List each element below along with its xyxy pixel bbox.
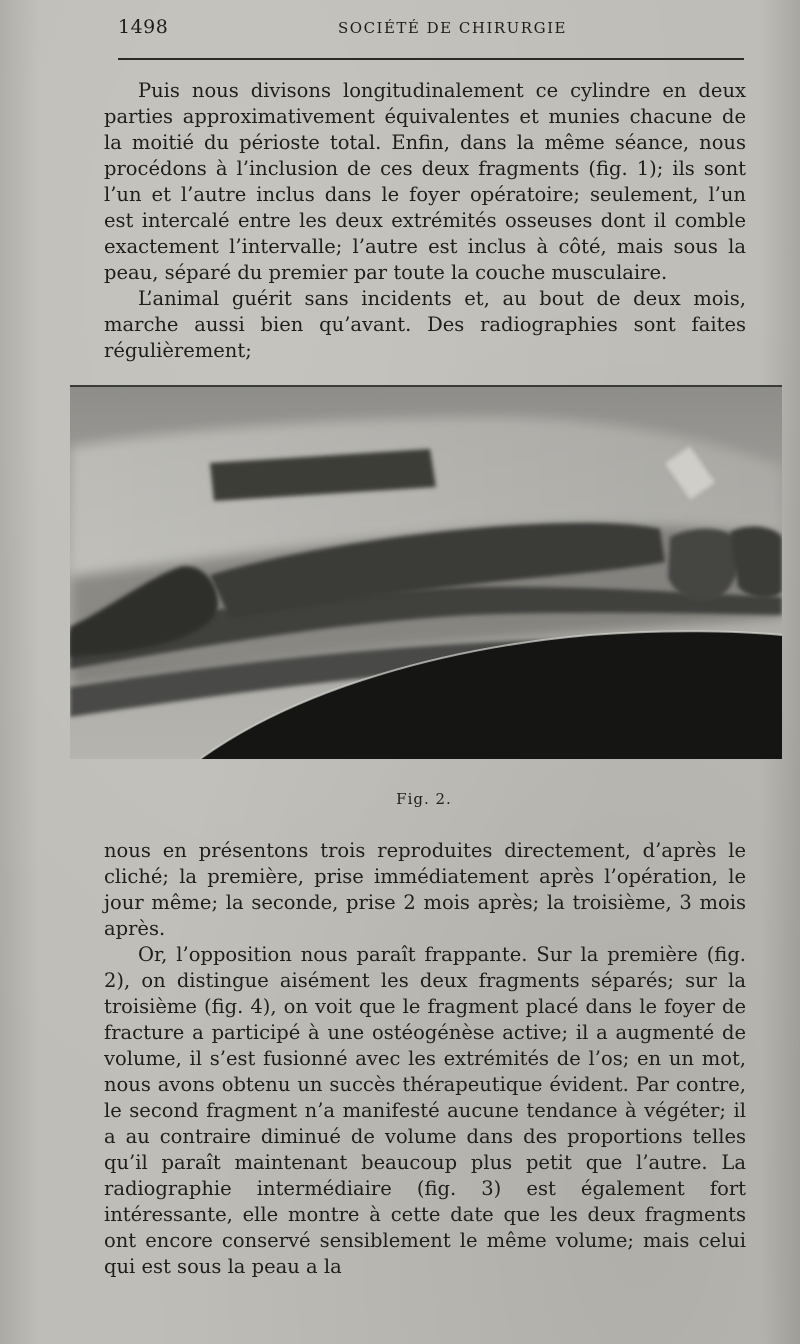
paragraph: Puis nous divisons longitudinalement ce cylindre en deux parties approximativement équivalentes et munies chacune de la moitié du périoste total. Enfin, dans la même séance, nous procédons à l’inclusion de ces deux fragments (fig. 1); ils sont l’un et l’autre inclus dans le foyer opératoire; seulement, l’un est intercalé entre les deux extrémités osseuses dont il comble exactement l’intervalle; l’autre est inclus à côté, mais sous la peau, séparé du premier par toute la couche musculaire. <box>104 79 746 284</box>
paragraph: Or, l’opposition nous paraît frappante. Sur la première (fig. 2), on distingue aisément les deux fragments séparés; sur la troisième (fig. 4), on voit que le fragment placé dans le foyer de fracture a participé à une ostéogénèse active; il a augmenté de volume, il s’est fusionné avec les extrémités de l’os; en un mot, nous avons obtenu un succès thérapeutique évident. Par contre, le second fragment n’a manifesté aucune tendance à végéter; il a au contraire diminué de volume dans des proportions telles qu’il paraît maintenant beaucoup plus petit que l’autre. La radiographie intermédiaire (fig. 3) est également fort intéressante, elle montre à cette date que les deux fragments ont encore conservé sensiblement le même volume; mais celui qui est sous la peau a la <box>104 943 746 1278</box>
header-rule <box>118 58 744 60</box>
page-header <box>118 12 744 42</box>
running-head: SOCIÉTÉ DE CHIRURGIE <box>338 19 567 37</box>
text-block-top <box>104 78 746 364</box>
radiograph-figure <box>70 385 782 759</box>
paragraph: L’animal guérit sans incidents et, au bout de deux mois, marche aussi bien qu’avant. Des radiographies sont faites régulièrement; <box>104 287 746 362</box>
text-block-bottom <box>104 838 746 1280</box>
figure-caption: Fig. 2. <box>396 790 452 808</box>
paragraph: nous en présentons trois reproduites directement, d’après le cliché; la première, prise immédiatement après l’opération, le jour même; la seconde, prise 2 mois après; la troisième, 3 mois après. <box>104 839 746 940</box>
radiograph-image <box>70 387 782 759</box>
page-number: 1498 <box>118 16 169 38</box>
